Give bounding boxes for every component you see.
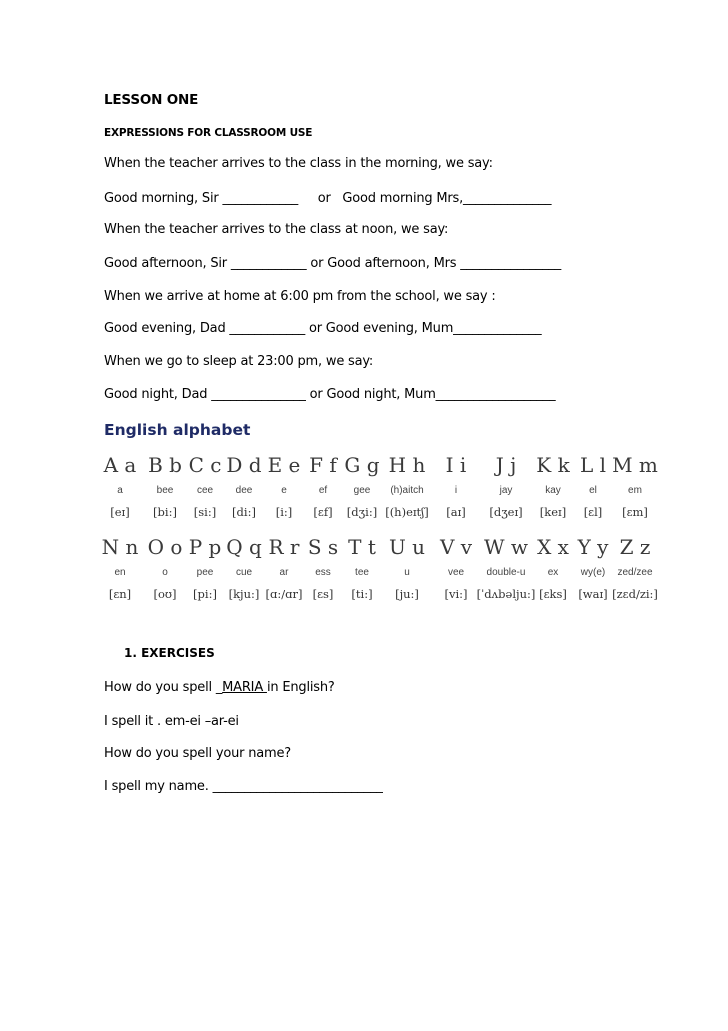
letter-cell — [436, 535, 476, 605]
letter-name: ex — [547, 567, 559, 578]
letter-pair: U u — [388, 535, 426, 559]
letter-pair: D d — [226, 453, 262, 477]
letter-pronunciation: [waɪ] — [578, 587, 608, 601]
letter-cell — [100, 535, 140, 605]
letter-cell — [482, 453, 530, 523]
letter-pronunciation: [ɛf] — [313, 505, 333, 519]
letter-pair: N n — [101, 535, 139, 559]
letter-pronunciation: [dʒi:] — [346, 505, 378, 519]
letter-pronunciation: [(h)eɪtʃ] — [385, 505, 429, 519]
letter-pronunciation: [dʒeɪ] — [489, 505, 523, 519]
question-1-start: How do you spell _ — [104, 680, 223, 695]
letter-pronunciation: [bi:] — [153, 505, 177, 519]
letter-pronunciation: [vi:] — [444, 587, 468, 601]
letter-name: ar — [279, 567, 289, 578]
letter-name: gee — [353, 485, 371, 496]
letter-pair: B b — [148, 453, 182, 477]
evening-greeting: Good evening, Dad ____________ or Good evening, Mum______________ — [104, 321, 542, 336]
letter-pair: X x — [537, 535, 569, 559]
letter-pronunciation: [ti:] — [351, 587, 373, 601]
letter-pair: K k — [536, 453, 570, 477]
letter-cell — [382, 453, 432, 523]
lesson-subtitle: EXPRESSIONS FOR CLASSROOM USE — [104, 127, 313, 139]
exercises-heading: 1. EXERCISES — [124, 646, 215, 660]
letter-name: el — [589, 485, 597, 496]
letter-pair: Q q — [226, 535, 262, 559]
letter-name: jay — [499, 485, 513, 496]
letter-cell — [100, 453, 140, 523]
exercise-question-1 — [104, 680, 335, 695]
letter-name: double-u — [486, 567, 526, 578]
letter-pair: F f — [309, 453, 337, 477]
letter-pair: P p — [188, 535, 222, 559]
letter-pair: O o — [147, 535, 183, 559]
letter-name: tee — [355, 567, 369, 578]
letter-pronunciation: [ɛks] — [539, 587, 567, 601]
letter-name: a — [117, 485, 123, 496]
letter-cell — [382, 535, 432, 605]
letter-pair: E e — [267, 453, 301, 477]
letter-pronunciation: [kju:] — [228, 587, 260, 601]
morning-intro: When the teacher arrives to the class in the morning, we say: — [104, 156, 493, 171]
letter-pair: W w — [483, 535, 529, 559]
letter-name: bee — [156, 485, 174, 496]
letter-pronunciation: [ɛs] — [312, 587, 334, 601]
letter-name: kay — [545, 485, 561, 496]
letter-name: e — [281, 485, 287, 496]
letter-pair: Y y — [577, 535, 609, 559]
letter-pronunciation: [ɛl] — [583, 505, 603, 519]
letter-name: cee — [196, 485, 214, 496]
alphabet-heading: English alphabet — [104, 421, 251, 439]
letter-pair: H h — [388, 453, 426, 477]
letter-pair: L l — [579, 453, 607, 477]
letter-name: ess — [315, 567, 331, 578]
letter-name: em — [628, 485, 642, 496]
letter-pronunciation: [ɛn] — [108, 587, 132, 601]
question-1-end: in English? — [266, 680, 335, 695]
letter-pronunciation: [oʊ] — [153, 587, 177, 601]
evening-intro: When we arrive at home at 6:00 pm from the school, we say : — [104, 289, 496, 304]
letter-name: vee — [447, 567, 465, 578]
noon-greeting: Good afternoon, Sir ____________ or Good afternoon, Mrs ________________ — [104, 256, 562, 271]
letter-pair: G g — [344, 453, 380, 477]
letter-cell — [612, 453, 658, 523]
letter-pronunciation: [ju:] — [395, 587, 419, 601]
alphabet-row — [100, 535, 660, 605]
letter-pair: I i — [445, 453, 467, 477]
exercise-question-2: How do you spell your name? — [104, 746, 291, 761]
exercise-answer-2: I spell my name. ___________________________ — [104, 779, 383, 794]
letter-name: ef — [318, 485, 328, 496]
letter-cell — [476, 535, 536, 605]
letter-pronunciation: [ɑ:/ɑr] — [265, 587, 303, 601]
letter-pronunciation: [aɪ] — [446, 505, 466, 519]
alphabet-row — [100, 453, 660, 523]
letter-pronunciation: [pi:] — [193, 587, 217, 601]
letter-name: en — [114, 567, 126, 578]
letter-pair: Z z — [619, 535, 651, 559]
letter-cell — [612, 535, 658, 605]
letter-name: dee — [235, 485, 253, 496]
spelled-name: MARIA — [222, 680, 267, 695]
letter-pair: T t — [348, 535, 376, 559]
letter-pronunciation: [eɪ] — [110, 505, 130, 519]
letter-pair: J j — [495, 453, 517, 477]
letter-name: o — [162, 567, 168, 578]
letter-pronunciation: [di:] — [232, 505, 256, 519]
letter-name: i — [454, 485, 458, 496]
letter-pair: M m — [612, 453, 658, 477]
lesson-title: LESSON ONE — [104, 92, 199, 108]
letter-pair: C c — [188, 453, 222, 477]
letter-pair: S s — [307, 535, 339, 559]
letter-pronunciation: [si:] — [193, 505, 217, 519]
letter-pronunciation: [zɛd/zi:] — [612, 587, 658, 601]
letter-pronunciation: [i:] — [275, 505, 293, 519]
letter-name: u — [404, 567, 410, 578]
letter-pair: A a — [103, 453, 137, 477]
exercise-answer-1: I spell it . em-ei –ar-ei — [104, 714, 239, 729]
morning-greeting: Good morning, Sir ____________ or Good morning Mrs,______________ — [104, 191, 552, 206]
night-intro: When we go to sleep at 23:00 pm, we say: — [104, 354, 374, 369]
letter-name: (h)aitch — [390, 485, 424, 496]
letter-pronunciation: [keɪ] — [539, 505, 567, 519]
letter-name: cue — [235, 567, 253, 578]
letter-cell — [436, 453, 476, 523]
letter-pair: V v — [439, 535, 473, 559]
night-greeting: Good night, Dad _______________ or Good night, Mum___________________ — [104, 387, 556, 402]
letter-pronunciation: [ɛm] — [622, 505, 648, 519]
letter-pronunciation: [ˈdʌbəlju:] — [476, 587, 536, 601]
letter-name: wy(e) — [580, 567, 606, 578]
letter-name: pee — [196, 567, 214, 578]
noon-intro: When the teacher arrives to the class at noon, we say: — [104, 222, 449, 237]
letter-pair: R r — [268, 535, 300, 559]
letter-name: zed/zee — [617, 567, 653, 578]
